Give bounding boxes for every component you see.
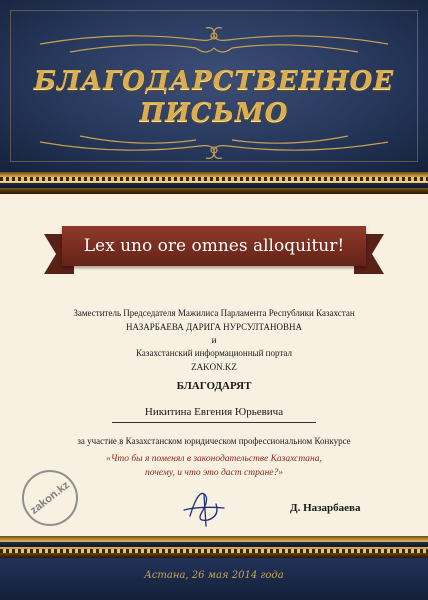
signer-name: Д. Назарбаева <box>290 502 361 514</box>
header-panel <box>0 0 428 172</box>
participation-text: за участие в Казахстанском юридическом профессиональном Конкурсе <box>77 436 351 446</box>
portal-description: Казахстанский информационный портал <box>136 348 292 358</box>
recipient-name: Никитина Евгения Юрьевича <box>144 406 284 418</box>
motto-text: Lex uno ore omnes alloquitur! <box>83 236 345 256</box>
motto-ribbon <box>62 226 366 266</box>
bottom-scroll-ornament <box>0 128 428 168</box>
portal-name: ZAKON.KZ <box>191 362 237 372</box>
conjunction: и <box>211 335 217 345</box>
thanks-heading: БЛАГОДАРЯТ <box>176 380 252 392</box>
contest-title-line-2: почему, и что это даст стране?» <box>144 468 284 478</box>
certificate-title-line-1: БЛАГОДАРСТВЕННОЕ <box>33 66 395 96</box>
bottom-gold-band <box>0 536 428 558</box>
place-and-date: Астана, 26 мая 2014 года <box>144 570 284 581</box>
handwritten-signature <box>180 486 230 530</box>
top-gold-band <box>0 172 428 194</box>
issuer-name: НАЗАРБАЕВА ДАРИГА НУРСУЛТАНОВНА <box>125 322 303 332</box>
contest-title-line-1: «Что бы я поменял в законодательстве Казахстана, <box>106 454 322 464</box>
stamp-text: zakon.kz <box>28 479 72 517</box>
issuer-title: Заместитель Председателя Мажилиса Парламента Республики Казахстан <box>73 308 355 318</box>
certificate-title-line-2: ПИСЬМО <box>139 98 289 128</box>
recipient-underline <box>112 422 316 423</box>
top-scroll-ornament <box>0 22 428 62</box>
